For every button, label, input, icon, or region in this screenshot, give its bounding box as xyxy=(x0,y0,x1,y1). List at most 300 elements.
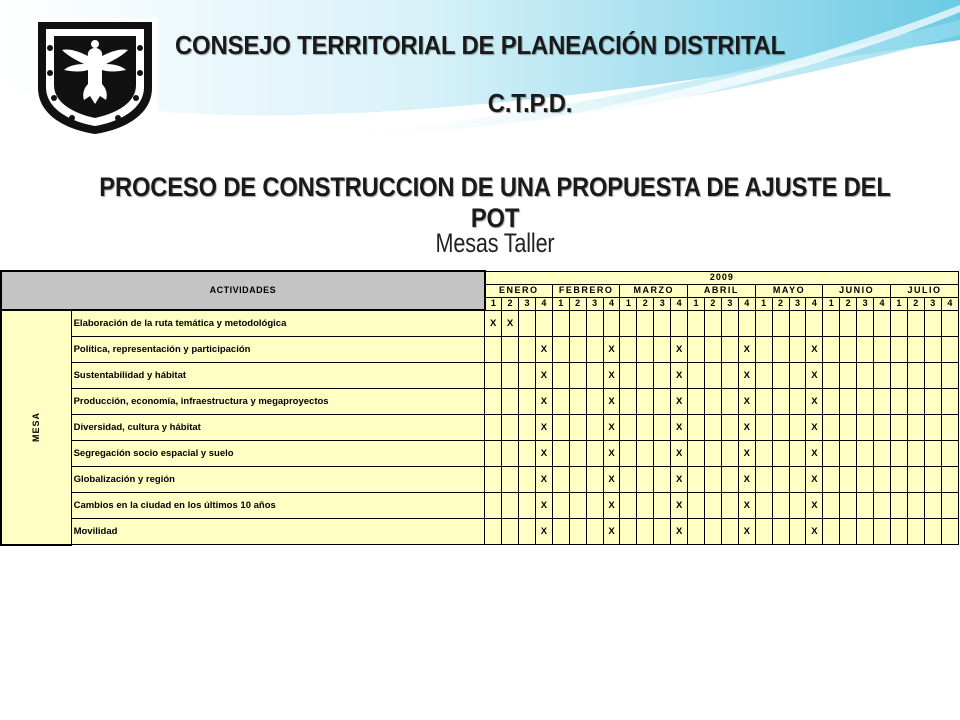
schedule-mark xyxy=(755,415,772,441)
schedule-mark: X xyxy=(671,493,688,519)
schedule-mark xyxy=(823,310,840,337)
schedule-mark xyxy=(789,519,806,545)
schedule-mark xyxy=(552,493,569,519)
schedule-mark xyxy=(840,467,857,493)
schedule-mark xyxy=(485,337,502,363)
schedule-mark xyxy=(823,337,840,363)
schedule-mark xyxy=(874,363,891,389)
schedule-mark xyxy=(654,389,671,415)
schedule-mark xyxy=(637,363,654,389)
schedule-mark xyxy=(823,493,840,519)
schedule-mark: X xyxy=(502,310,519,337)
schedule-mark: X xyxy=(603,415,620,441)
schedule-mark: X xyxy=(671,415,688,441)
schedule-mark xyxy=(485,415,502,441)
schedule-mark xyxy=(519,441,536,467)
schedule-mark xyxy=(586,467,603,493)
schedule-mark xyxy=(704,363,721,389)
schedule-mark xyxy=(755,519,772,545)
schedule-mark xyxy=(789,337,806,363)
schedule-mark: X xyxy=(738,467,755,493)
schedule-header xyxy=(1,271,959,310)
schedule-mark xyxy=(502,389,519,415)
week-number: 2 xyxy=(840,297,857,310)
schedule-mark: X xyxy=(738,415,755,441)
schedule-mark xyxy=(620,493,637,519)
schedule-mark xyxy=(721,363,738,389)
schedule-mark xyxy=(688,310,705,337)
month-header-febrero: FEBRERO xyxy=(552,284,620,297)
schedule-mark xyxy=(738,310,755,337)
week-number: 4 xyxy=(806,297,823,310)
schedule-mark: X xyxy=(671,467,688,493)
schedule-mark xyxy=(924,493,941,519)
schedule-mark xyxy=(907,519,924,545)
schedule-mark xyxy=(907,389,924,415)
schedule-mark xyxy=(654,415,671,441)
table-row xyxy=(1,389,959,415)
schedule-mark xyxy=(823,441,840,467)
activity-schedule-table xyxy=(0,270,959,546)
schedule-mark xyxy=(569,337,586,363)
schedule-mark xyxy=(502,519,519,545)
activity-name: Globalización y región xyxy=(71,467,485,493)
schedule-mark xyxy=(890,415,907,441)
schedule-mark: X xyxy=(806,363,823,389)
schedule-mark xyxy=(502,337,519,363)
table-row xyxy=(1,441,959,467)
schedule-mark: X xyxy=(603,389,620,415)
schedule-mark xyxy=(874,467,891,493)
schedule-mark xyxy=(941,337,958,363)
schedule-mark xyxy=(772,493,789,519)
schedule-mark xyxy=(789,493,806,519)
schedule-mark: X xyxy=(603,519,620,545)
schedule-mark xyxy=(857,337,874,363)
schedule-mark xyxy=(637,310,654,337)
schedule-mark: X xyxy=(603,493,620,519)
week-number: 1 xyxy=(823,297,840,310)
schedule-mark xyxy=(721,310,738,337)
schedule-mark xyxy=(569,415,586,441)
activity-name: Política, representación y participación xyxy=(71,337,485,363)
schedule-mark xyxy=(874,441,891,467)
schedule-mark xyxy=(502,415,519,441)
schedule-mark xyxy=(840,519,857,545)
schedule-mark xyxy=(823,389,840,415)
schedule-mark xyxy=(654,467,671,493)
schedule-mark xyxy=(924,467,941,493)
schedule-mark xyxy=(772,310,789,337)
activity-name: Sustentabilidad y hábitat xyxy=(71,363,485,389)
schedule-mark xyxy=(620,415,637,441)
schedule-mark xyxy=(688,337,705,363)
schedule-mark xyxy=(519,519,536,545)
schedule-mark xyxy=(603,310,620,337)
week-number: 3 xyxy=(857,297,874,310)
schedule-mark xyxy=(924,441,941,467)
schedule-mark: X xyxy=(603,467,620,493)
week-number: 1 xyxy=(485,297,502,310)
table-row xyxy=(1,310,959,337)
schedule-mark xyxy=(502,363,519,389)
schedule-mark xyxy=(755,363,772,389)
schedule-mark xyxy=(620,389,637,415)
schedule-mark xyxy=(907,441,924,467)
schedule-mark xyxy=(637,337,654,363)
month-header-julio: JULIO xyxy=(890,284,958,297)
schedule-mark xyxy=(485,467,502,493)
week-number: 4 xyxy=(738,297,755,310)
schedule-body xyxy=(1,310,959,545)
schedule-mark xyxy=(924,310,941,337)
schedule-mark xyxy=(552,467,569,493)
activity-name: Segregación socio espacial y suelo xyxy=(71,441,485,467)
week-number: 3 xyxy=(654,297,671,310)
week-number: 1 xyxy=(552,297,569,310)
month-header-marzo: MARZO xyxy=(620,284,688,297)
schedule-mark xyxy=(907,337,924,363)
month-header-enero: ENERO xyxy=(485,284,553,297)
schedule-mark xyxy=(688,415,705,441)
schedule-mark xyxy=(569,441,586,467)
schedule-mark xyxy=(755,493,772,519)
schedule-mark xyxy=(704,389,721,415)
schedule-mark: X xyxy=(603,363,620,389)
schedule-mark xyxy=(586,519,603,545)
schedule-mark xyxy=(519,337,536,363)
schedule-mark xyxy=(890,389,907,415)
schedule-mark xyxy=(755,337,772,363)
week-number: 2 xyxy=(569,297,586,310)
schedule-mark xyxy=(941,310,958,337)
week-number: 3 xyxy=(721,297,738,310)
schedule-mark xyxy=(502,441,519,467)
schedule-mark xyxy=(552,519,569,545)
mesa-group-label xyxy=(1,310,71,545)
week-number: 2 xyxy=(907,297,924,310)
schedule-mark xyxy=(519,363,536,389)
schedule-mark xyxy=(502,467,519,493)
schedule-mark: X xyxy=(535,415,552,441)
schedule-mark xyxy=(941,363,958,389)
schedule-mark xyxy=(840,363,857,389)
week-number: 4 xyxy=(603,297,620,310)
schedule-mark xyxy=(941,389,958,415)
week-number: 4 xyxy=(671,297,688,310)
schedule-mark xyxy=(569,519,586,545)
schedule-mark xyxy=(569,467,586,493)
schedule-mark xyxy=(789,310,806,337)
schedule-mark xyxy=(907,363,924,389)
activity-name: Elaboración de la ruta temática y metodológica xyxy=(71,310,485,337)
schedule-mark xyxy=(721,467,738,493)
schedule-mark xyxy=(772,467,789,493)
week-number: 3 xyxy=(586,297,603,310)
schedule-mark xyxy=(654,363,671,389)
schedule-mark xyxy=(890,337,907,363)
schedule-mark xyxy=(772,415,789,441)
schedule-mark xyxy=(519,467,536,493)
schedule-mark xyxy=(688,441,705,467)
schedule-mark xyxy=(704,441,721,467)
org-title: CONSEJO TERRITORIAL DE PLANEACIÓN DISTRITAL xyxy=(174,30,786,60)
week-number: 4 xyxy=(535,297,552,310)
schedule-mark xyxy=(840,337,857,363)
schedule-mark xyxy=(941,415,958,441)
schedule-mark xyxy=(907,310,924,337)
schedule-mark: X xyxy=(738,519,755,545)
schedule-mark xyxy=(721,441,738,467)
schedule-mark xyxy=(721,493,738,519)
week-number: 4 xyxy=(941,297,958,310)
schedule-mark: X xyxy=(738,441,755,467)
week-number: 1 xyxy=(688,297,705,310)
schedule-mark xyxy=(772,363,789,389)
table-row xyxy=(1,415,959,441)
schedule-mark xyxy=(924,363,941,389)
schedule-mark xyxy=(552,441,569,467)
month-header-mayo: MAYO xyxy=(755,284,823,297)
schedule-mark xyxy=(704,337,721,363)
schedule-mark xyxy=(857,415,874,441)
schedule-mark xyxy=(890,519,907,545)
schedule-mark xyxy=(637,415,654,441)
schedule-mark xyxy=(857,519,874,545)
week-number: 3 xyxy=(789,297,806,310)
schedule-mark xyxy=(688,389,705,415)
schedule-mark: X xyxy=(535,363,552,389)
table-row xyxy=(1,363,959,389)
week-number: 1 xyxy=(890,297,907,310)
schedule-mark xyxy=(941,519,958,545)
schedule-mark xyxy=(637,441,654,467)
schedule-mark xyxy=(755,467,772,493)
schedule-mark xyxy=(941,467,958,493)
schedule-mark: X xyxy=(671,441,688,467)
schedule-mark xyxy=(823,519,840,545)
table-row xyxy=(1,493,959,519)
schedule-mark xyxy=(721,415,738,441)
schedule-mark xyxy=(569,493,586,519)
schedule-mark: X xyxy=(671,389,688,415)
week-number: 4 xyxy=(874,297,891,310)
schedule-mark xyxy=(654,441,671,467)
schedule-mark: X xyxy=(535,441,552,467)
schedule-mark xyxy=(890,441,907,467)
schedule-mark xyxy=(704,467,721,493)
schedule-mark xyxy=(874,519,891,545)
week-number: 1 xyxy=(755,297,772,310)
schedule-mark: X xyxy=(738,389,755,415)
week-number: 2 xyxy=(637,297,654,310)
schedule-mark xyxy=(755,389,772,415)
subtitle: Mesas Taller xyxy=(435,228,555,258)
week-number: 2 xyxy=(772,297,789,310)
schedule-mark: X xyxy=(485,310,502,337)
schedule-mark xyxy=(586,493,603,519)
schedule-mark xyxy=(586,310,603,337)
schedule-mark: X xyxy=(671,337,688,363)
schedule-mark xyxy=(552,337,569,363)
schedule-mark xyxy=(485,389,502,415)
schedule-mark xyxy=(637,389,654,415)
schedule-mark xyxy=(502,493,519,519)
schedule-mark xyxy=(569,363,586,389)
week-number: 3 xyxy=(924,297,941,310)
schedule-mark xyxy=(772,389,789,415)
schedule-mark xyxy=(857,441,874,467)
schedule-mark xyxy=(924,337,941,363)
schedule-mark xyxy=(704,310,721,337)
schedule-mark xyxy=(907,493,924,519)
schedule-mark xyxy=(569,389,586,415)
schedule-mark: X xyxy=(603,441,620,467)
schedule-mark xyxy=(620,441,637,467)
schedule-mark xyxy=(552,415,569,441)
table-row xyxy=(1,467,959,493)
schedule-mark xyxy=(840,493,857,519)
schedule-mark: X xyxy=(738,337,755,363)
schedule-mark xyxy=(907,467,924,493)
schedule-mark xyxy=(823,415,840,441)
schedule-mark xyxy=(586,441,603,467)
schedule-mark: X xyxy=(806,467,823,493)
schedule-mark xyxy=(823,363,840,389)
schedule-mark: X xyxy=(535,389,552,415)
schedule-mark xyxy=(857,310,874,337)
schedule-mark xyxy=(941,493,958,519)
month-header-abril: ABRIL xyxy=(688,284,756,297)
schedule-mark xyxy=(519,310,536,337)
schedule-mark xyxy=(620,519,637,545)
schedule-mark xyxy=(924,389,941,415)
schedule-mark xyxy=(586,337,603,363)
org-abbreviation: C.T.P.D. xyxy=(487,88,573,118)
schedule-mark xyxy=(789,467,806,493)
schedule-mark xyxy=(789,415,806,441)
week-number: 2 xyxy=(704,297,721,310)
schedule-mark xyxy=(721,519,738,545)
schedule-mark xyxy=(857,493,874,519)
schedule-mark: X xyxy=(671,519,688,545)
schedule-mark xyxy=(907,415,924,441)
schedule-mark xyxy=(772,441,789,467)
schedule-mark: X xyxy=(535,493,552,519)
schedule-mark xyxy=(552,389,569,415)
schedule-mark: X xyxy=(535,519,552,545)
schedule-mark xyxy=(671,310,688,337)
schedule-mark xyxy=(840,441,857,467)
schedule-mark xyxy=(485,441,502,467)
schedule-mark xyxy=(620,310,637,337)
schedule-mark: X xyxy=(535,337,552,363)
schedule-mark xyxy=(789,389,806,415)
schedule-mark xyxy=(857,363,874,389)
schedule-mark xyxy=(840,415,857,441)
week-number: 2 xyxy=(502,297,519,310)
table-row xyxy=(1,519,959,545)
schedule-mark xyxy=(823,467,840,493)
schedule-mark: X xyxy=(535,467,552,493)
schedule-mark xyxy=(654,310,671,337)
schedule-mark xyxy=(704,519,721,545)
schedule-mark xyxy=(519,493,536,519)
schedule-mark xyxy=(485,519,502,545)
schedule-mark xyxy=(874,415,891,441)
schedule-mark xyxy=(772,337,789,363)
activity-name: Producción, economía, infraestructura y megaproyectos xyxy=(71,389,485,415)
schedule-mark xyxy=(704,415,721,441)
schedule-mark xyxy=(654,493,671,519)
schedule-mark: X xyxy=(738,363,755,389)
schedule-mark xyxy=(519,415,536,441)
schedule-mark: X xyxy=(806,519,823,545)
schedule-mark xyxy=(485,363,502,389)
table-row xyxy=(1,337,959,363)
schedule-mark xyxy=(789,363,806,389)
schedule-mark xyxy=(789,441,806,467)
schedule-mark xyxy=(519,389,536,415)
schedule-mark xyxy=(772,519,789,545)
schedule-mark xyxy=(890,467,907,493)
schedule-mark xyxy=(637,467,654,493)
schedule-mark: X xyxy=(806,389,823,415)
schedule-mark xyxy=(721,389,738,415)
schedule-mark xyxy=(874,493,891,519)
schedule-mark xyxy=(890,310,907,337)
schedule-mark xyxy=(924,519,941,545)
schedule-mark xyxy=(637,519,654,545)
activities-header: ACTIVIDADES xyxy=(1,271,485,310)
schedule-mark: X xyxy=(603,337,620,363)
schedule-mark xyxy=(552,363,569,389)
week-number: 3 xyxy=(519,297,536,310)
schedule-mark xyxy=(586,363,603,389)
schedule-mark: X xyxy=(671,363,688,389)
schedule-mark xyxy=(586,389,603,415)
schedule-mark xyxy=(755,310,772,337)
schedule-mark xyxy=(586,415,603,441)
activity-name: Diversidad, cultura y hábitat xyxy=(71,415,485,441)
schedule-mark: X xyxy=(806,337,823,363)
schedule-mark xyxy=(840,389,857,415)
schedule-mark: X xyxy=(738,493,755,519)
schedule-mark xyxy=(637,493,654,519)
schedule-mark xyxy=(721,337,738,363)
year-header: 2009 xyxy=(485,271,959,284)
schedule-mark xyxy=(941,441,958,467)
schedule-mark: X xyxy=(806,493,823,519)
schedule-mark xyxy=(806,310,823,337)
schedule-mark xyxy=(620,363,637,389)
process-title: PROCESO DE CONSTRUCCION DE UNA PROPUESTA DE AJUSTE DEL POT xyxy=(99,172,891,233)
schedule-mark xyxy=(755,441,772,467)
schedule-mark xyxy=(890,493,907,519)
activity-name: Cambios en la ciudad en los últimos 10 años xyxy=(71,493,485,519)
schedule-mark xyxy=(688,363,705,389)
schedule-mark xyxy=(688,519,705,545)
schedule-mark xyxy=(857,467,874,493)
schedule-mark: X xyxy=(806,415,823,441)
schedule-mark xyxy=(688,467,705,493)
schedule-mark xyxy=(552,310,569,337)
month-header-junio: JUNIO xyxy=(823,284,891,297)
schedule-mark xyxy=(654,519,671,545)
schedule-mark xyxy=(620,337,637,363)
schedule-mark xyxy=(704,493,721,519)
schedule-mark: X xyxy=(806,441,823,467)
